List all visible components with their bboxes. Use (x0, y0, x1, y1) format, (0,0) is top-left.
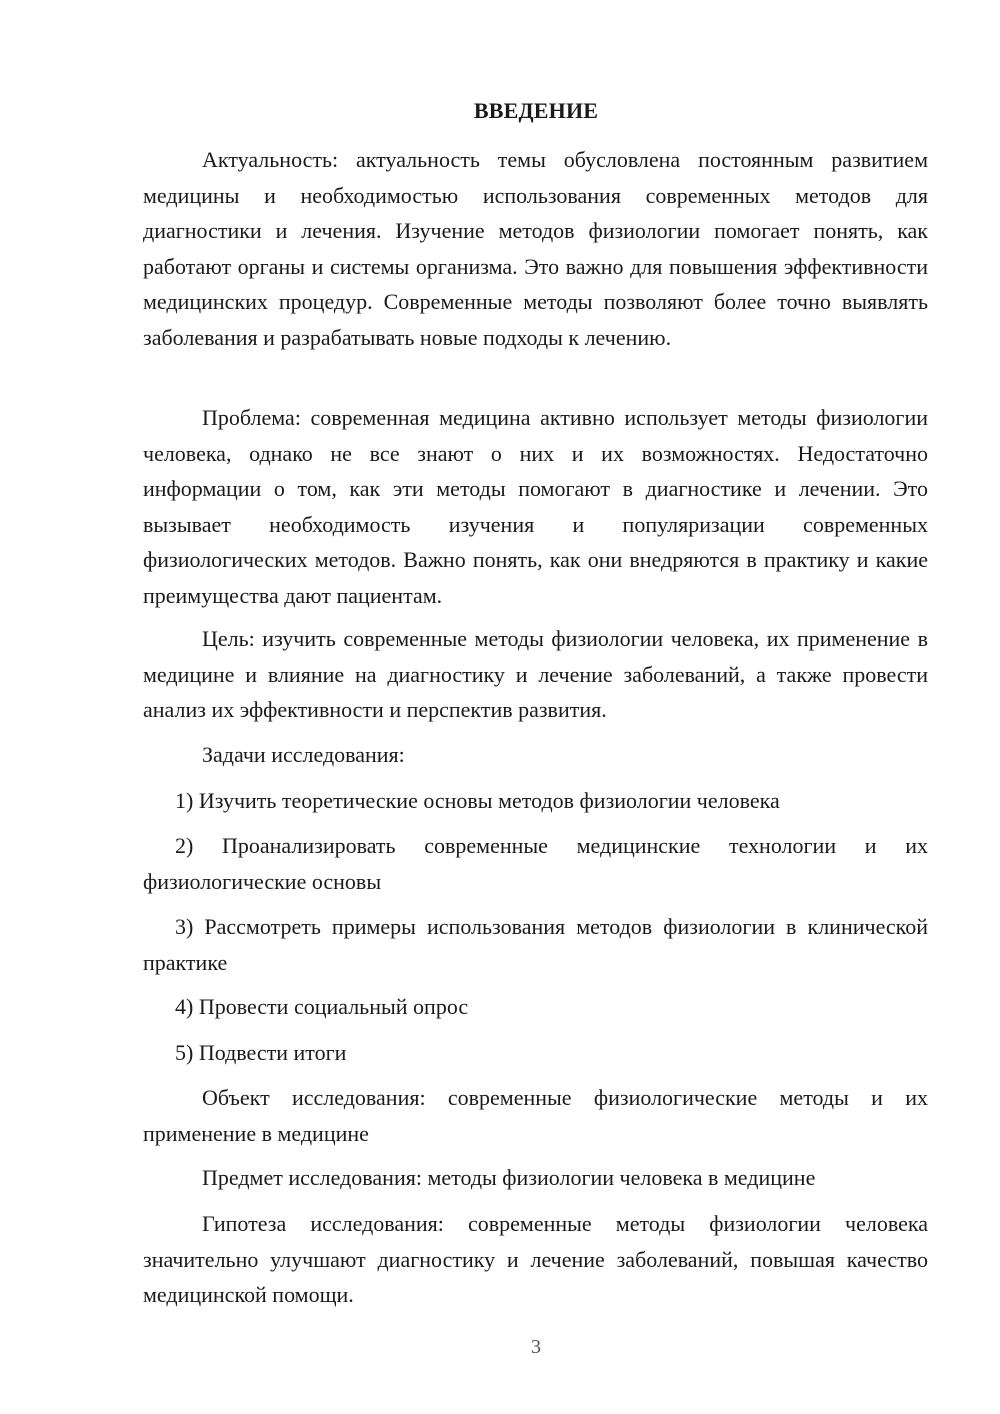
tasks-heading: Задачи исследования: (202, 742, 405, 767)
relevance-paragraph: Актуальность: актуальность темы обусловлена постоянным развитием медицины и необходимостью использования современных методов для диагностики и лечения. Изучение методов физиологии помогает понять, как работают органы и системы организма. Это важно для повышения эффективности медицинских процедур. Современные методы позволяют более точно выявлять заболевания и разрабатывать новые подходы к лечению. (143, 147, 928, 350)
object-paragraph: Объект исследования: современные физиологические методы и их применение в медицине (143, 1085, 928, 1146)
subject-paragraph: Предмет исследования: методы физиологии человека в медицине (202, 1165, 816, 1190)
hypothesis-paragraph: Гипотеза исследования: современные методы физиологии человека значительно улучшают диагностику и лечение заболеваний, повышая качество медицинской помощи. (143, 1211, 928, 1307)
goal-paragraph: Цель: изучить современные методы физиологии человека, их применение в медицине и влияние на диагностику и лечение заболеваний, а также провести анализ их эффективности и перспектив развития. (143, 626, 928, 722)
problem-paragraph: Проблема: современная медицина активно использует методы физиологии человека, однако не все знают о них и их возможностях. Недостаточно информации о том, как эти методы помогают в диагностике и лечении. Это вызывает необходимость изучения и популяризации современных физиологических методов. Важно понять, как они внедряются в практику и какие преимущества дают пациентам. (143, 405, 928, 608)
task-list-item: 4) Провести социальный опрос (175, 994, 469, 1019)
page-title: ВВЕДЕНИЕ (473, 98, 599, 123)
task-list-item: 3) Рассмотреть примеры использования методов физиологии в клинической практике (143, 914, 928, 975)
task-list-item: 5) Подвести итоги (175, 1040, 347, 1065)
page-number: 3 (531, 1336, 541, 1358)
task-list-item: 2) Проанализировать современные медицинские технологии и их физиологические основы (143, 833, 928, 894)
task-list-item: 1) Изучить теоретические основы методов физиологии человека (175, 788, 780, 813)
